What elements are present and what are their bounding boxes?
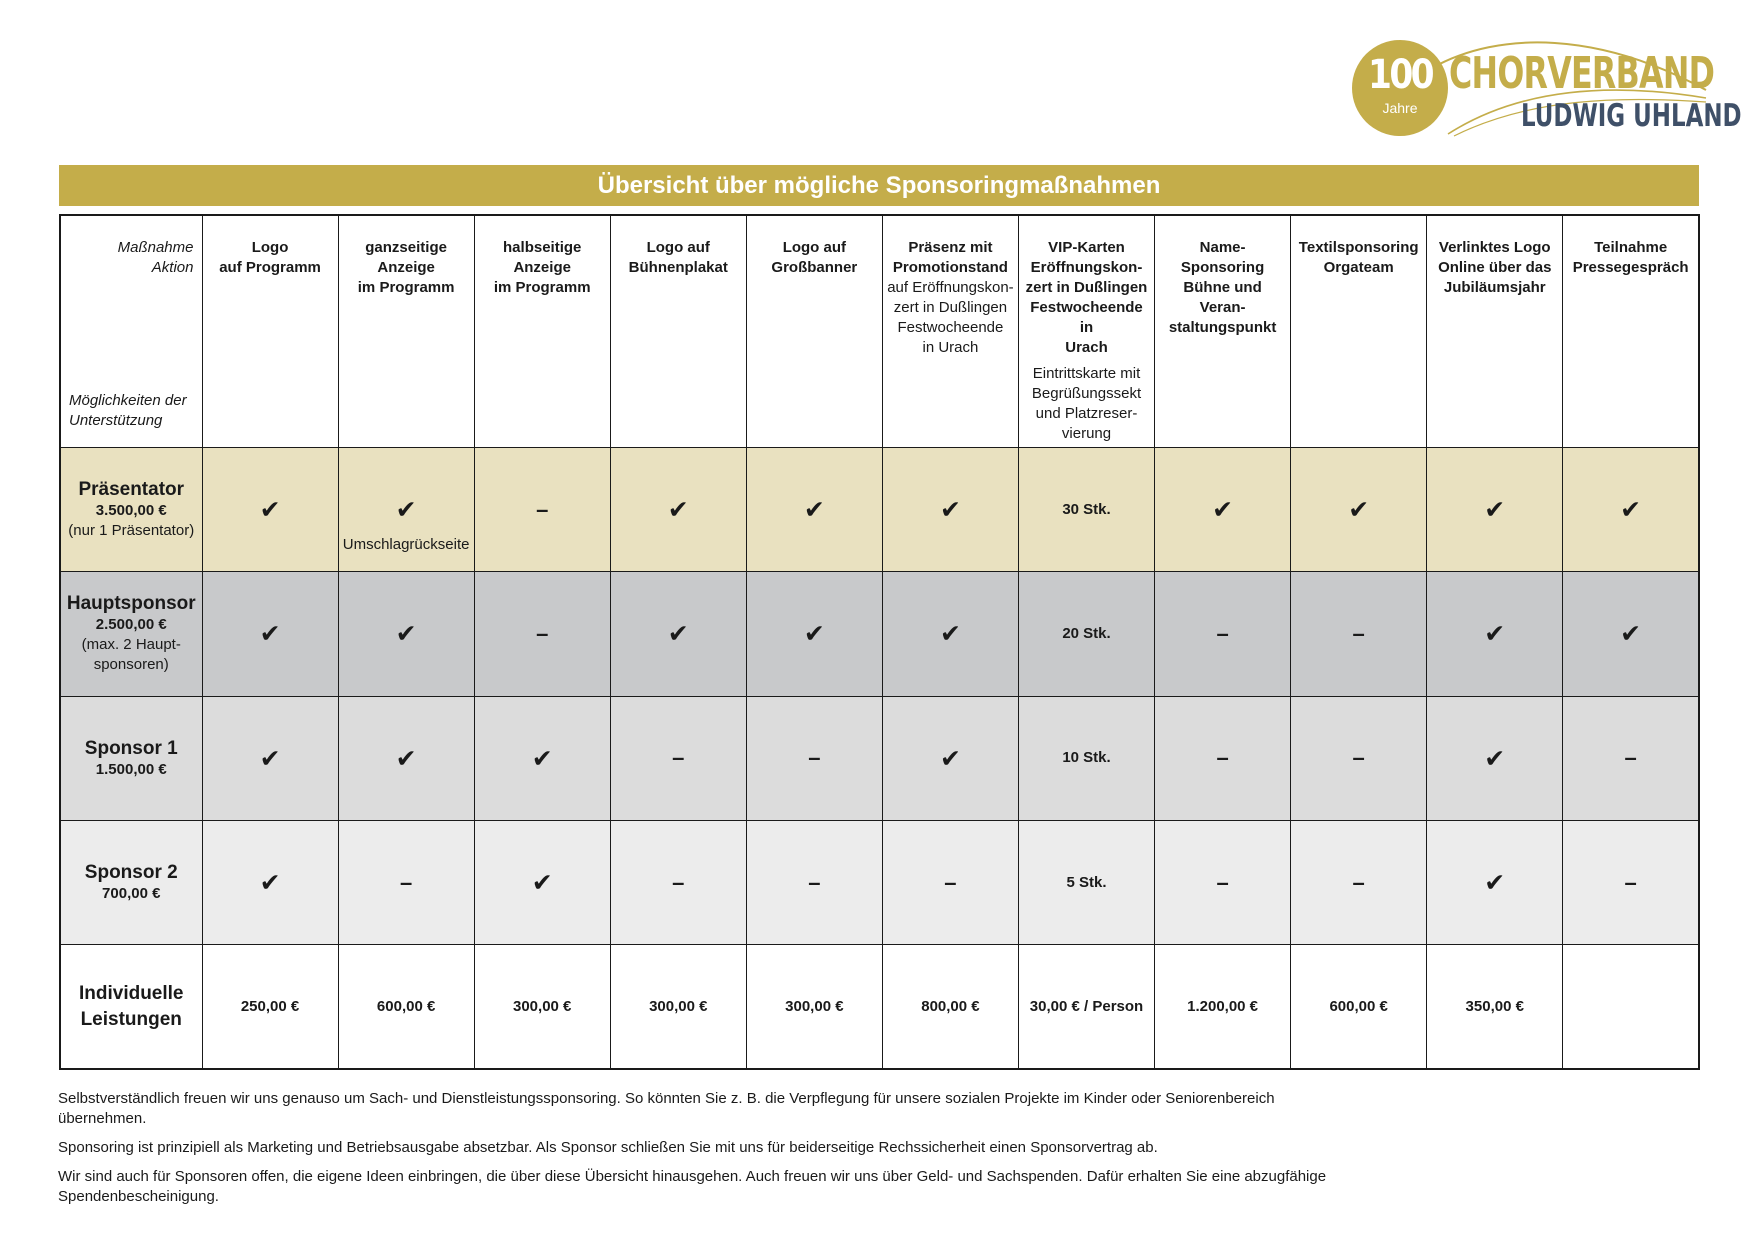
dash-icon: – [1624, 745, 1637, 771]
dash-icon: – [1216, 620, 1229, 646]
column-header-9 [1291, 215, 1427, 448]
checkmark-icon: ✔ [1484, 495, 1506, 525]
row-label-praes [60, 448, 202, 572]
checkmark-icon: ✔ [1484, 868, 1506, 898]
column-extra-line: Eintrittskarte mit [1032, 365, 1141, 382]
checkmark-icon: ✔ [259, 868, 281, 898]
row-label-haupt [60, 572, 202, 696]
column-title-line: zert in Dußlingen [1025, 279, 1148, 296]
price-cell-10 [1427, 945, 1563, 1069]
cell-sp2-2 [338, 820, 474, 944]
page-title: Übersicht über mögliche Sponsoringmaßnahmen [59, 165, 1699, 206]
logo-chorverband: CHORVERBAND [1449, 48, 1715, 99]
cell-haupt-3 [474, 572, 610, 696]
checkmark-icon: ✔ [1484, 619, 1506, 649]
dash-icon: – [672, 869, 685, 895]
cell-sp2-7 [1018, 820, 1154, 944]
row-label-sp1 [60, 696, 202, 820]
ticket-count: 30 Stk. [1062, 500, 1111, 518]
cell-note: Umschlagrückseite [342, 536, 470, 554]
corner-unterstuetzung: Unterstützung [69, 412, 163, 430]
column-title-line: Urach [1065, 339, 1108, 356]
checkmark-icon: ✔ [667, 619, 689, 649]
cell-haupt-6 [882, 572, 1018, 696]
checkmark-icon: ✔ [259, 619, 281, 649]
cell-sp1-8 [1155, 696, 1291, 820]
ticket-count: 10 Stk. [1062, 749, 1111, 767]
price-cell-4 [610, 945, 746, 1069]
cell-sp2-11 [1563, 820, 1699, 944]
cell-haupt-7 [1018, 572, 1154, 696]
logo-ludwig-uhland: LUDWIG UHLAND [1521, 98, 1742, 134]
dash-icon: – [399, 869, 413, 895]
cell-haupt-2 [338, 572, 474, 696]
footer-note: Sponsoring ist prinzipiell als Marketing und Betriebsausgabe absetzbar. Als Sponsor schließen Sie mit uns für beiderseitige Rechssicherheit einen Sponsorvertrag ab. [58, 1139, 1158, 1156]
column-extra-line: Begrüßungssekt [1031, 385, 1142, 402]
checkmark-icon: ✔ [667, 495, 689, 525]
row-note: sponsoren) [93, 656, 169, 674]
corner-bottom-label [69, 391, 187, 431]
row-name: Sponsor 1 [84, 737, 178, 759]
dash-icon: – [672, 745, 685, 771]
column-header-4 [610, 215, 746, 448]
column-title-line: Orgateam [1323, 259, 1394, 276]
checkmark-icon: ✔ [395, 619, 417, 649]
price-amount: 350,00 € [1465, 997, 1524, 1015]
column-title-line: ganzseitige [365, 239, 447, 256]
cell-sp2-5 [746, 820, 882, 944]
price-cell-3 [474, 945, 610, 1069]
dash-icon: – [808, 745, 821, 771]
row-name: Hauptsponsor [66, 593, 196, 615]
row-name: Präsentator [78, 479, 185, 501]
dash-icon: – [944, 869, 957, 895]
column-title-line: Name- [1199, 239, 1246, 256]
column-header-7 [1018, 215, 1154, 448]
checkmark-icon: ✔ [939, 495, 961, 525]
cell-haupt-4 [610, 572, 746, 696]
cell-sp1-4 [610, 696, 746, 820]
dash-icon: – [1352, 869, 1365, 895]
column-header-3 [474, 215, 610, 448]
cell-sp2-4 [610, 820, 746, 944]
cell-praes-6 [882, 448, 1018, 572]
column-title-line: Bühne und Veran- [1183, 279, 1262, 316]
price-amount: 300,00 € [785, 997, 844, 1015]
dash-icon: – [536, 620, 549, 646]
column-title-line: Festwocheende in [1030, 299, 1143, 336]
cell-sp2-9 [1291, 820, 1427, 944]
row-price: 700,00 € [102, 885, 161, 903]
checkmark-icon: ✔ [531, 868, 553, 898]
row-haupt [60, 572, 1699, 696]
price-cell-11 [1563, 945, 1699, 1069]
checkmark-icon: ✔ [395, 495, 417, 525]
row-label-individuelle [60, 945, 202, 1069]
column-detail-line: Festwocheende [897, 319, 1004, 336]
column-header-6 [882, 215, 1018, 448]
cell-sp2-1 [202, 820, 338, 944]
column-title-line: Promotionstand [892, 259, 1008, 276]
cell-sp1-11 [1563, 696, 1699, 820]
column-title-line: auf Programm [219, 259, 321, 276]
dash-icon: – [1216, 745, 1229, 771]
price-amount: 300,00 € [649, 997, 708, 1015]
price-amount: 1.200,00 € [1187, 997, 1259, 1015]
column-title-line: Eröffnungskon- [1030, 259, 1143, 276]
dash-icon: – [1352, 745, 1365, 771]
cell-sp1-2 [338, 696, 474, 820]
checkmark-icon: ✔ [1620, 495, 1642, 525]
dash-icon: – [536, 496, 549, 522]
column-title-line: Logo [251, 239, 289, 256]
price-cell-9 [1291, 945, 1427, 1069]
column-detail-line: auf Eröffnungskon- [887, 279, 1014, 296]
column-title-line: Teilnahme [1594, 239, 1668, 256]
column-header-2 [338, 215, 474, 448]
price-amount: 600,00 € [376, 997, 436, 1015]
corner-aktion: Aktion [151, 259, 194, 276]
row-name: Individuelle [78, 982, 184, 1004]
price-cell-5 [746, 945, 882, 1069]
checkmark-icon: ✔ [939, 743, 961, 773]
column-title-line: Jubiläumsjahr [1443, 279, 1546, 296]
price-cell-2 [338, 945, 474, 1069]
column-header-11 [1563, 215, 1699, 448]
ticket-count: 20 Stk. [1062, 624, 1111, 642]
dash-icon: – [1216, 869, 1229, 895]
column-title-line: Sponsoring [1180, 259, 1265, 276]
corner-moeglichkeiten: Möglichkeiten der [69, 392, 187, 410]
price-amount: 800,00 € [921, 997, 980, 1015]
sponsoring-table [59, 214, 1700, 1070]
cell-praes-11 [1563, 448, 1699, 572]
footer-note: Selbstverständlich freuen wir uns genauso um Sach- und Dienstleistungssponsoring. So könnten Sie z. B. die Verpflegung für unsere sozialen Projekte im Kinder oder Seniorenbereich übernehmen. [58, 1090, 1275, 1127]
cell-haupt-11 [1563, 572, 1699, 696]
logo-number: 100 [1367, 52, 1433, 98]
row-praes [60, 448, 1699, 572]
checkmark-icon: ✔ [1348, 495, 1370, 525]
column-title-line: Pressegespräch [1572, 259, 1689, 276]
cell-haupt-9 [1291, 572, 1427, 696]
column-title-line: Logo auf [646, 239, 710, 256]
price-amount: 250,00 € [240, 997, 300, 1015]
column-header-8 [1155, 215, 1291, 448]
price-amount: 300,00 € [513, 997, 572, 1015]
price-cell-8 [1155, 945, 1291, 1069]
checkmark-icon: ✔ [395, 743, 417, 773]
checkmark-icon: ✔ [939, 619, 961, 649]
checkmark-icon: ✔ [531, 743, 553, 773]
cell-haupt-1 [202, 572, 338, 696]
column-title-line: Verlinktes Logo [1438, 239, 1551, 256]
corner-top-label [118, 238, 194, 278]
header-row [60, 215, 1699, 448]
cell-sp1-7 [1018, 696, 1154, 820]
footer-notes [58, 1089, 1358, 1216]
cell-praes-4 [610, 448, 746, 572]
checkmark-icon: ✔ [1620, 619, 1642, 649]
price-cell-6 [882, 945, 1018, 1069]
row-sp1 [60, 696, 1699, 820]
column-detail-line: zert in Dußlingen [893, 299, 1008, 316]
column-detail-line: in Urach [922, 339, 979, 356]
row-sp2 [60, 820, 1699, 944]
column-extra-line: und Platzreser- [1035, 405, 1138, 422]
cell-praes-8 [1155, 448, 1291, 572]
row-price: 1.500,00 € [95, 760, 167, 778]
cell-sp1-3 [474, 696, 610, 820]
column-title-line: Logo auf [782, 239, 847, 256]
column-header-5 [746, 215, 882, 448]
corner-massnahme: Maßnahme [117, 239, 194, 256]
price-cell-1 [202, 945, 338, 1069]
row-individuelle-leistungen [60, 945, 1699, 1069]
column-title-line: Textilsponsoring [1298, 239, 1419, 256]
row-price: 3.500,00 € [95, 502, 167, 520]
chorverband-logo [1352, 38, 1742, 142]
ticket-count: 5 Stk. [1066, 873, 1107, 891]
cell-sp2-10 [1427, 820, 1563, 944]
cell-sp1-10 [1427, 696, 1563, 820]
price-amount: 600,00 € [1329, 997, 1388, 1015]
row-name: Sponsor 2 [84, 862, 178, 884]
cell-sp2-6 [882, 820, 1018, 944]
cell-praes-9 [1291, 448, 1427, 572]
row-note: (nur 1 Präsentator) [68, 522, 195, 540]
column-title-line: Anzeige [513, 259, 571, 276]
column-title-line: im Programm [493, 279, 591, 296]
row-price: 2.500,00 € [95, 616, 167, 634]
cell-haupt-8 [1155, 572, 1291, 696]
checkmark-icon: ✔ [1484, 743, 1506, 773]
row-note: (max. 2 Haupt- [81, 636, 181, 654]
checkmark-icon: ✔ [803, 619, 825, 649]
cell-sp1-6 [882, 696, 1018, 820]
column-title-line: Anzeige [377, 259, 435, 276]
cell-sp1-5 [746, 696, 882, 820]
footer-note: Wir sind auch für Sponsoren offen, die eigene Ideen einbringen, die über diese Übersicht hinausgehen. Auch freuen wir uns über Geld- und Sachspenden. Dafür erhalten Sie eine abzugfähige Spendenbescheinigung. [58, 1168, 1327, 1205]
column-title-line: Präsenz mit [908, 239, 993, 256]
cell-sp1-9 [1291, 696, 1427, 820]
cell-praes-2 [338, 448, 474, 572]
price-cell-7 [1018, 945, 1154, 1069]
row-name: Leistungen [80, 1008, 182, 1030]
cell-sp2-8 [1155, 820, 1291, 944]
checkmark-icon: ✔ [803, 495, 825, 525]
column-extra-line: vierung [1061, 425, 1112, 442]
column-title-line: Großbanner [771, 259, 858, 276]
row-label-sp2 [60, 820, 202, 944]
column-header-1 [202, 215, 338, 448]
cell-haupt-5 [746, 572, 882, 696]
dash-icon: – [808, 869, 821, 895]
checkmark-icon: ✔ [259, 495, 281, 525]
logo-jahre: Jahre [1382, 100, 1418, 116]
dash-icon: – [1624, 869, 1637, 895]
column-title-line: staltungspunkt [1168, 319, 1277, 336]
price-amount: 30,00 € / Person [1029, 997, 1144, 1015]
column-title-line: im Programm [357, 279, 455, 296]
column-title-line: Online über das [1438, 259, 1552, 276]
checkmark-icon: ✔ [1212, 495, 1234, 525]
column-title-line: Bühnenplakat [628, 259, 728, 276]
cell-haupt-10 [1427, 572, 1563, 696]
column-extra-detail [1023, 364, 1150, 444]
dash-icon: – [1352, 620, 1365, 646]
corner-cell [60, 215, 202, 448]
cell-sp1-1 [202, 696, 338, 820]
cell-praes-3 [474, 448, 610, 572]
cell-praes-10 [1427, 448, 1563, 572]
column-header-10 [1427, 215, 1563, 448]
column-title-line: halbseitige [503, 239, 582, 256]
cell-praes-1 [202, 448, 338, 572]
checkmark-icon: ✔ [259, 743, 281, 773]
cell-praes-7 [1018, 448, 1154, 572]
cell-sp2-3 [474, 820, 610, 944]
cell-praes-5 [746, 448, 882, 572]
column-title-line: VIP-Karten [1048, 239, 1125, 256]
